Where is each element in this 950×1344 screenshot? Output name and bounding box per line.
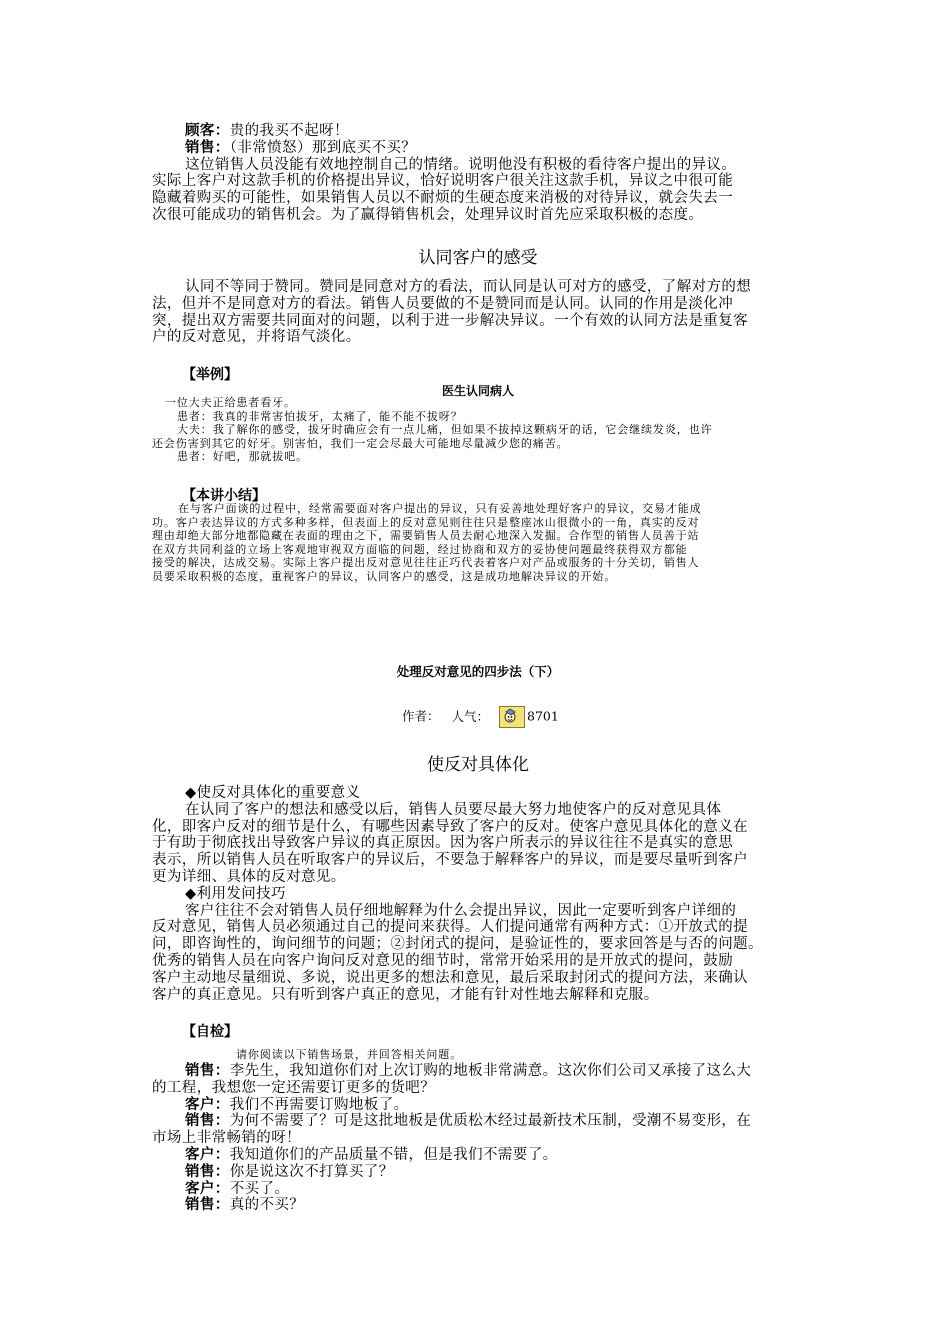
dialog-line: 销售：为何不需要了？可是这批地板是优质松木经过最新技术压制，受潮不易变形，在 bbox=[185, 1113, 752, 1130]
dialog-line: 客户：不买了。 bbox=[185, 1180, 290, 1197]
dialog-line: 客户：我知道你们的产品质量不错，但是我们不需要了。 bbox=[185, 1146, 558, 1163]
bullet-heading: ◆利用发问技巧 bbox=[185, 885, 286, 902]
section3-body bbox=[152, 785, 804, 1003]
selfcheck-tag: 【自检】 bbox=[182, 1024, 238, 1040]
paragraph-line: 隐藏着购买的可能性，如果销售人员以不耐烦的生硬态度来消极的对待异议，就会失去一 bbox=[152, 190, 734, 207]
paragraph-line: 次很可能成功的销售机会。为了赢得销售机会，处理异议时首先应采取积极的态度。 bbox=[152, 206, 704, 223]
example-line: 患者：好吧，那就拔吧。 bbox=[177, 450, 308, 464]
summary-tag: 【本讲小结】 bbox=[182, 488, 266, 504]
summary-text bbox=[152, 502, 804, 584]
summary-line: 在与客户面谈的过程中，经常需要面对客户提出的异议，只有妥善地处理好客户的异议，交易才能成 bbox=[178, 502, 702, 515]
paragraph-line: 客户往往不会对销售人员仔细地解释为什么会提出异议，因此一定要听到客户详细的 bbox=[185, 902, 737, 919]
paragraph-line: 客户的真正意见。只有听到客户真正的意见，才能有针对性地去解释和克服。 bbox=[152, 986, 659, 1003]
summary-line: 在双方共同利益的立场上客观地审视双方面临的问题，经过协商和双方的妥协使问题最终获得双方都能 bbox=[152, 542, 688, 556]
paragraph-line: 法，但并不是同意对方的看法。销售人员要做的不是赞同而是认同。认同的作用是淡化冲 bbox=[152, 295, 734, 312]
paragraph-line: 户的反对意见，并将语气淡化。 bbox=[152, 329, 361, 346]
paragraph-line: 化，即客户反对的细节是什么，有哪些因素导致了客户的反对。使客户意见具体化的意义在 bbox=[152, 818, 748, 835]
dialog-line: 的工程，我想您一定还需要订更多的货吧？ bbox=[152, 1079, 436, 1096]
example-text bbox=[152, 396, 804, 464]
popularity-label: 人气： bbox=[451, 708, 490, 724]
section-heading: 认同客户的感受 bbox=[418, 248, 538, 268]
example-line: 患者：我真的非常害怕拔牙，太痛了，能不能不拔呀？ bbox=[177, 409, 463, 423]
paragraph-line: 更为详细、具体的反对意见。 bbox=[152, 868, 346, 885]
example-line: 还会伤害到其它的好牙。别害怕，我们一定会尽最大可能地尽量减少您的痛苦。 bbox=[152, 436, 569, 450]
example-line: 一位大夫正给患者看牙。 bbox=[165, 396, 296, 409]
dialog-line: 顾客：贵的我买不起呀！ bbox=[185, 123, 349, 139]
paragraph-line: 在认同了客户的想法和感受以后，销售人员要尽最大努力地使客户的反对意见具体 bbox=[185, 801, 722, 818]
dialog-line: 市场上非常畅销的呀！ bbox=[152, 1130, 301, 1147]
dialog-line: 销售：真的不买？ bbox=[185, 1197, 305, 1214]
paragraph-line: 表示，所以销售人员在听取客户的异议后，不要急于解释客户的异议，而是要尽量听到客户 bbox=[152, 852, 748, 869]
paragraph-line: 优秀的销售人员在向客户询问反对意见的细节时，常常开始采用的是开放式的提问，鼓励 bbox=[152, 952, 734, 969]
dialog-line: 销售：李先生，我知道你们对上次订购的地板非常满意。这次你们公司又承接了这么大 bbox=[185, 1063, 752, 1079]
selfcheck-dialog bbox=[152, 1063, 804, 1214]
article-meta bbox=[402, 706, 559, 728]
paragraph-line: 于有助于彻底找出导致客户异议的真正原因。因为客户所表示的异议往往不是真实的意思 bbox=[152, 835, 734, 852]
section-heading: 使反对具体化 bbox=[427, 755, 529, 775]
popularity-value: 8701 bbox=[527, 708, 559, 724]
summary-line: 接受的解决，达成交易。实际上客户提出反对意见往往正巧代表着客户对产品或服务的十分关切，销售人 bbox=[152, 556, 700, 570]
dialog-line: 销售：（非常愤怒）那到底买不买？ bbox=[185, 139, 417, 156]
example-line: 大夫：我了解你的感受，拔牙时确应会有一点儿痛，但如果不拔掉这颗病牙的话，它会继续发炎，也许 bbox=[177, 423, 713, 437]
paragraph-line: 客户主动地尽量细说、多说，说出更多的想法和意见，最后采取封闭式的提问方法，来确认 bbox=[152, 969, 748, 986]
summary-line: 功。客户表达异议的方式多种多样，但表面上的反对意见则往往只是整座冰山很微小的一角，真实的反对 bbox=[152, 515, 700, 529]
paragraph-line: 突，提出双方需要共同面对的问题，以利于进一步解决异议。一个有效的认同方法是重复客 bbox=[152, 312, 748, 329]
dialog-line: 客户：我们不再需要订购地板了。 bbox=[185, 1096, 409, 1113]
paragraph-line: 反对意见，销售人员必须通过自己的提问来获得。人们提问通常有两种方式：①开放式的提 bbox=[152, 919, 748, 936]
section2-paragraph bbox=[152, 279, 804, 346]
dialog-line: 销售：你是说这次不打算买了？ bbox=[185, 1163, 394, 1180]
author-label: 作者： bbox=[402, 708, 440, 724]
example-tag: 【举例】 bbox=[182, 367, 238, 383]
paragraph-line: 实际上客户对这款手机的价格提出异议，恰好说明客户很关注这款手机，异议之中很可能 bbox=[152, 173, 734, 190]
paragraph-line: 问，即咨询性的，询问细节的问题；②封闭式的提问，是验证性的，要求回答是与否的问题。 bbox=[152, 936, 763, 953]
intro-dialog bbox=[152, 123, 804, 224]
summary-line: 员要采取积极的态度，重视客户的异议，认同客户的感受，这是成功地解决异议的开始。 bbox=[152, 569, 617, 583]
paragraph-line: 认同不等同于赞同。赞同是同意对方的看法，而认同是认可对方的感受，了解对方的想 bbox=[185, 279, 752, 295]
summary-line: 理由却绝大部分地都隐藏在表面的理由之下，需要销售人员去耐心地深入发掘。合作型的销售人员善于站 bbox=[152, 529, 700, 543]
example-title: 医生认同病人 bbox=[441, 384, 514, 398]
paragraph-line: 这位销售人员没能有效地控制自己的情绪。说明他没有积极的看待客户提出的异议。 bbox=[185, 156, 737, 173]
selfcheck-intro: 请你阅读以下销售场景，并回答相关问题。 bbox=[236, 1048, 463, 1061]
bullet-heading: ◆使反对具体化的重要意义 bbox=[185, 785, 361, 801]
article-title: 处理反对意见的四步法（下） bbox=[396, 664, 560, 679]
popularity-icon bbox=[499, 706, 525, 728]
